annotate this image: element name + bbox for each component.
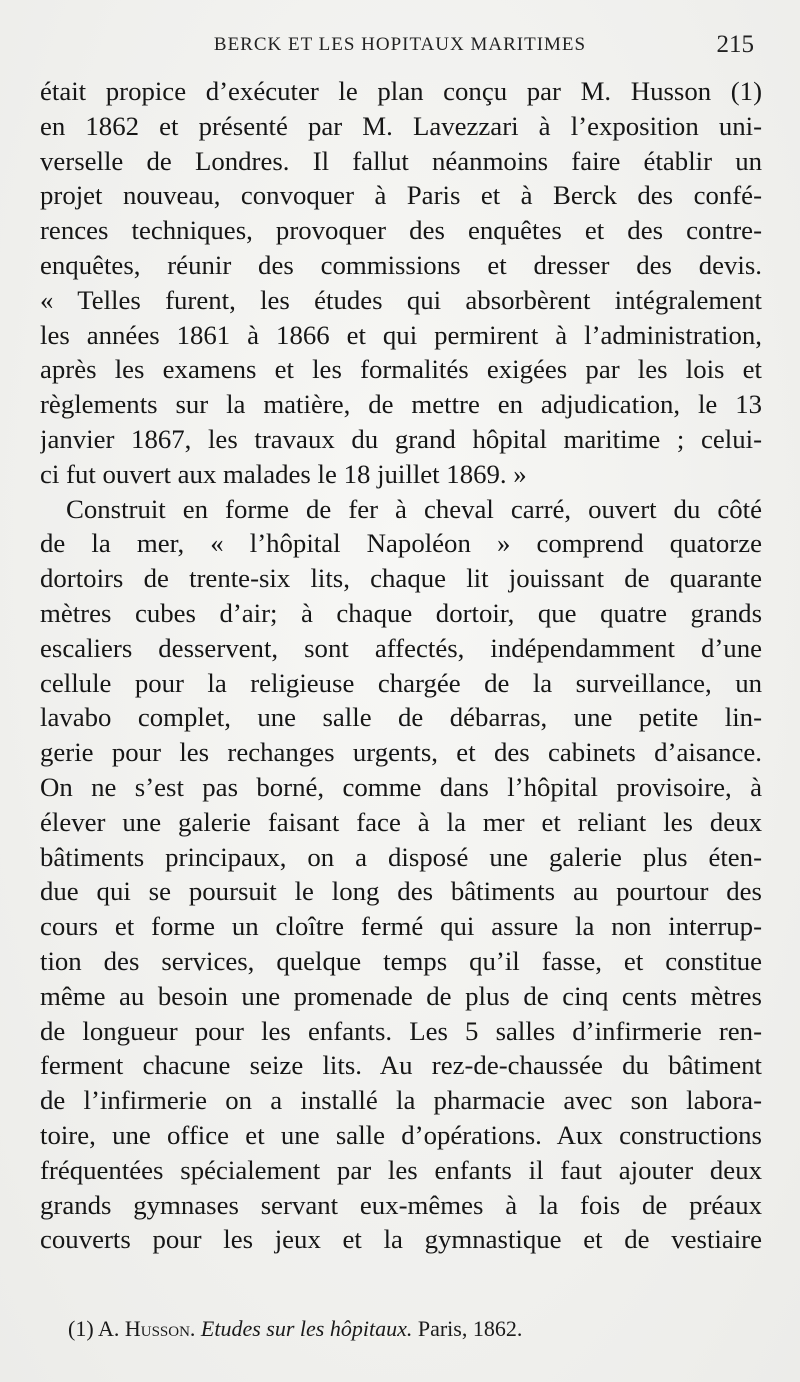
- text-line: verselle de Londres. Il fallut néanmoins faire établir un: [40, 145, 762, 176]
- footnote-author-name: Husson.: [124, 1316, 196, 1341]
- text-line: « Telles furent, les études qui absorbèrent intégralement: [40, 284, 762, 315]
- text-line: de longueur pour les enfants. Les 5 salles d’infirmerie ren-: [40, 1015, 762, 1046]
- footnote-author-initial: A.: [97, 1316, 120, 1341]
- paragraph-first-line: Construit en forme de fer à cheval carré, ouvert du côté: [66, 493, 762, 524]
- footnote-place-date: Paris, 1862.: [417, 1316, 523, 1341]
- footnote: [68, 1316, 768, 1342]
- text-line: rences techniques, provoquer des enquêtes et des contre-: [40, 215, 762, 246]
- text-line: enquêtes, réunir des commissions et dresser des devis.: [40, 249, 762, 280]
- text-line: de la mer, « l’hôpital Napoléon » comprend quatorze: [40, 528, 762, 559]
- text-line: ferment chacune seize lits. Au rez-de-chaussée du bâtiment: [40, 1050, 762, 1081]
- text-line: due qui se poursuit le long des bâtiments au pourtour des: [40, 876, 762, 907]
- text-line: de l’infirmerie on a installé la pharmacie avec son labora-: [40, 1085, 762, 1116]
- text-line: couverts pour les jeux et la gymnastique et de vestiaire: [40, 1224, 762, 1255]
- text-line: règlements sur la matière, de mettre en adjudication, le 13: [40, 389, 762, 420]
- footnote-title: Etudes sur les hôpitaux.: [200, 1316, 413, 1341]
- text-line: ci fut ouvert aux malades le 18 juillet 1869. »: [40, 458, 527, 489]
- text-line: grands gymnases servant eux-mêmes à la fois de préaux: [40, 1189, 762, 1220]
- text-line: même au besoin une promenade de plus de cinq cents mètres: [40, 980, 762, 1011]
- text-line: élever une galerie faisant face à la mer et reliant les deux: [40, 806, 762, 837]
- page-number: 215: [716, 31, 754, 58]
- text-line: dortoirs de trente-six lits, chaque lit jouissant de quarante: [40, 563, 762, 594]
- text-line: toire, une office et une salle d’opérations. Aux constructions: [40, 1119, 762, 1150]
- text-line: les années 1861 à 1866 et qui permirent à l’administration,: [40, 319, 762, 350]
- text-line: lavabo complet, une salle de débarras, une petite lin-: [40, 702, 762, 733]
- running-head: [40, 28, 760, 62]
- text-line: mètres cubes d’air; à chaque dortoir, que quatre grands: [40, 597, 762, 628]
- text-line: janvier 1867, les travaux du grand hôpital maritime ; celui-: [40, 423, 762, 454]
- text-line: On ne s’est pas borné, comme dans l’hôpital provisoire, à: [40, 771, 762, 802]
- body-text: [40, 74, 762, 1257]
- text-line: escaliers desservent, sont affectés, indépendamment d’une: [40, 632, 762, 663]
- text-line: tion des services, quelque temps qu’il fasse, et constitue: [40, 945, 762, 976]
- text-line: après les examens et les formalités exigées par les lois et: [40, 354, 762, 385]
- text-line: bâtiments principaux, on a disposé une galerie plus éten-: [40, 841, 762, 872]
- footnote-marker: (1): [68, 1316, 94, 1341]
- text-line: cellule pour la religieuse chargée de la surveillance, un: [40, 667, 762, 698]
- text-line: gerie pour les rechanges urgents, et des cabinets d’aisance.: [40, 737, 762, 768]
- text-line: cours et forme un cloître fermé qui assure la non interrup-: [40, 911, 762, 942]
- text-line: en 1862 et présenté par M. Lavezzari à l’exposition uni-: [40, 110, 762, 141]
- text-line: projet nouveau, convoquer à Paris et à Berck des confé-: [40, 180, 762, 211]
- text-line: était propice d’exécuter le plan conçu par M. Husson (1): [40, 76, 762, 106]
- running-title: BERCK ET LES HOPITAUX MARITIMES: [213, 34, 587, 55]
- text-line: fréquentées spécialement par les enfants il faut ajouter deux: [40, 1154, 762, 1185]
